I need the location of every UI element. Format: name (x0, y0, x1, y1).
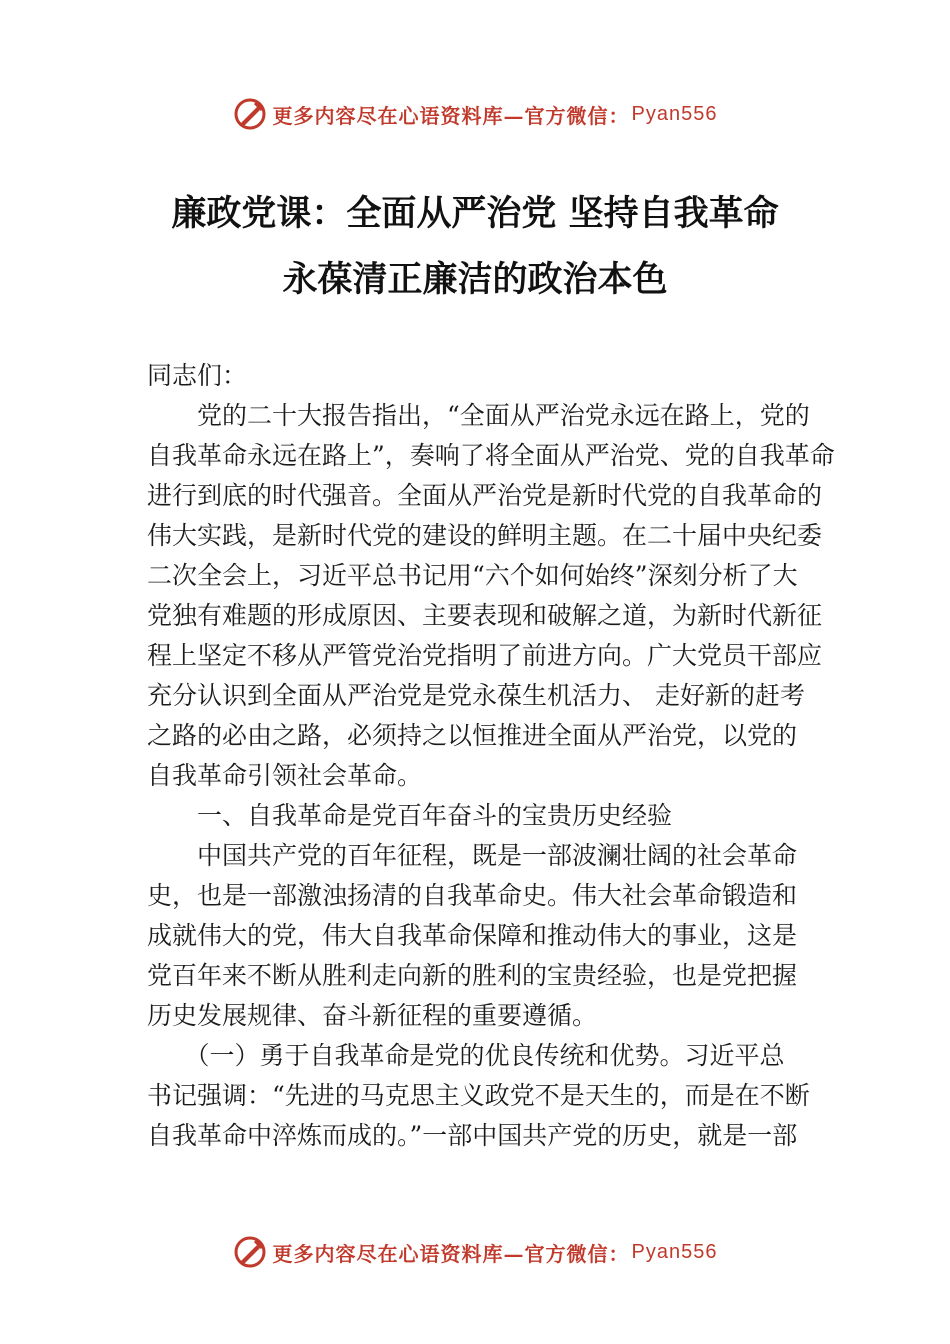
document-title-line-2: 永葆清正廉洁的政治本色 (282, 259, 668, 300)
body-line: 党的二十大报告指出，“全面从严治党永远在路上，党的 (147, 401, 810, 430)
brush-logo-icon (233, 1235, 267, 1269)
body-line: 中国共产党的百年征程，既是一部波澜壮阔的社会革命 (147, 841, 798, 870)
document-body (147, 396, 835, 1156)
brush-logo-icon (233, 97, 267, 131)
body-line: 之路的必由之路，必须持之以恒推进全面从严治党，以党的 (147, 721, 798, 750)
salutation: 同志们： (147, 361, 248, 390)
body-line: 书记强调：“先进的马克思主义政党不是天生的，而是在不断 (147, 1081, 810, 1110)
body-line: 进行到底的时代强音。全面从严治党是新时代党的自我革命的 (147, 481, 823, 510)
body-line: 党独有难题的形成原因、主要表现和破解之道，为新时代新征 (147, 601, 823, 630)
body-line: 成就伟大的党，伟大自我革命保障和推动伟大的事业，这是 (147, 921, 798, 950)
body-line: 自我革命永远在路上”，奏响了将全面从严治党、党的自我革命 (147, 441, 835, 470)
watermark-text: 更多内容尽在心语资料库—官方微信： (272, 1241, 630, 1266)
body-line: 党百年来不断从胜利走向新的胜利的宝贵经验，也是党把握 (147, 961, 798, 990)
body-line: 历史发展规律、奋斗新征程的重要遵循。 (147, 1001, 598, 1030)
body-line: 伟大实践，是新时代党的建设的鲜明主题。在二十届中央纪委 (147, 521, 823, 550)
body-line: 程上坚定不移从严管党治党指明了前进方向。广大党员干部应 (147, 641, 823, 670)
body-line: 自我革命中淬炼而成的。”一部中国共产党的历史，就是一部 (147, 1121, 798, 1150)
body-line: 二次全会上，习近平总书记用“六个如何始终”深刻分析了大 (147, 561, 798, 590)
body-line: 自我革命引领社会革命。 (147, 761, 423, 790)
watermark-wechat-id: Pyan556 (631, 102, 718, 125)
document-title-line-1: 廉政党课：全面从严治党 坚持自我革命 (171, 193, 779, 234)
section-heading: 一、自我革命是党百年奋斗的宝贵历史经验 (147, 801, 673, 830)
header-watermark (0, 94, 950, 134)
body-line: 史，也是一部激浊扬清的自我革命史。伟大社会革命锻造和 (147, 881, 798, 910)
watermark-text: 更多内容尽在心语资料库—官方微信： (272, 103, 630, 128)
footer-watermark (0, 1232, 950, 1272)
watermark-wechat-id: Pyan556 (631, 1240, 718, 1263)
body-line: 充分认识到全面从严治党是党永葆生机活力、 走好新的赶考 (147, 681, 805, 710)
body-line: （一）勇于自我革命是党的优良传统和优势。习近平总 (147, 1041, 785, 1070)
